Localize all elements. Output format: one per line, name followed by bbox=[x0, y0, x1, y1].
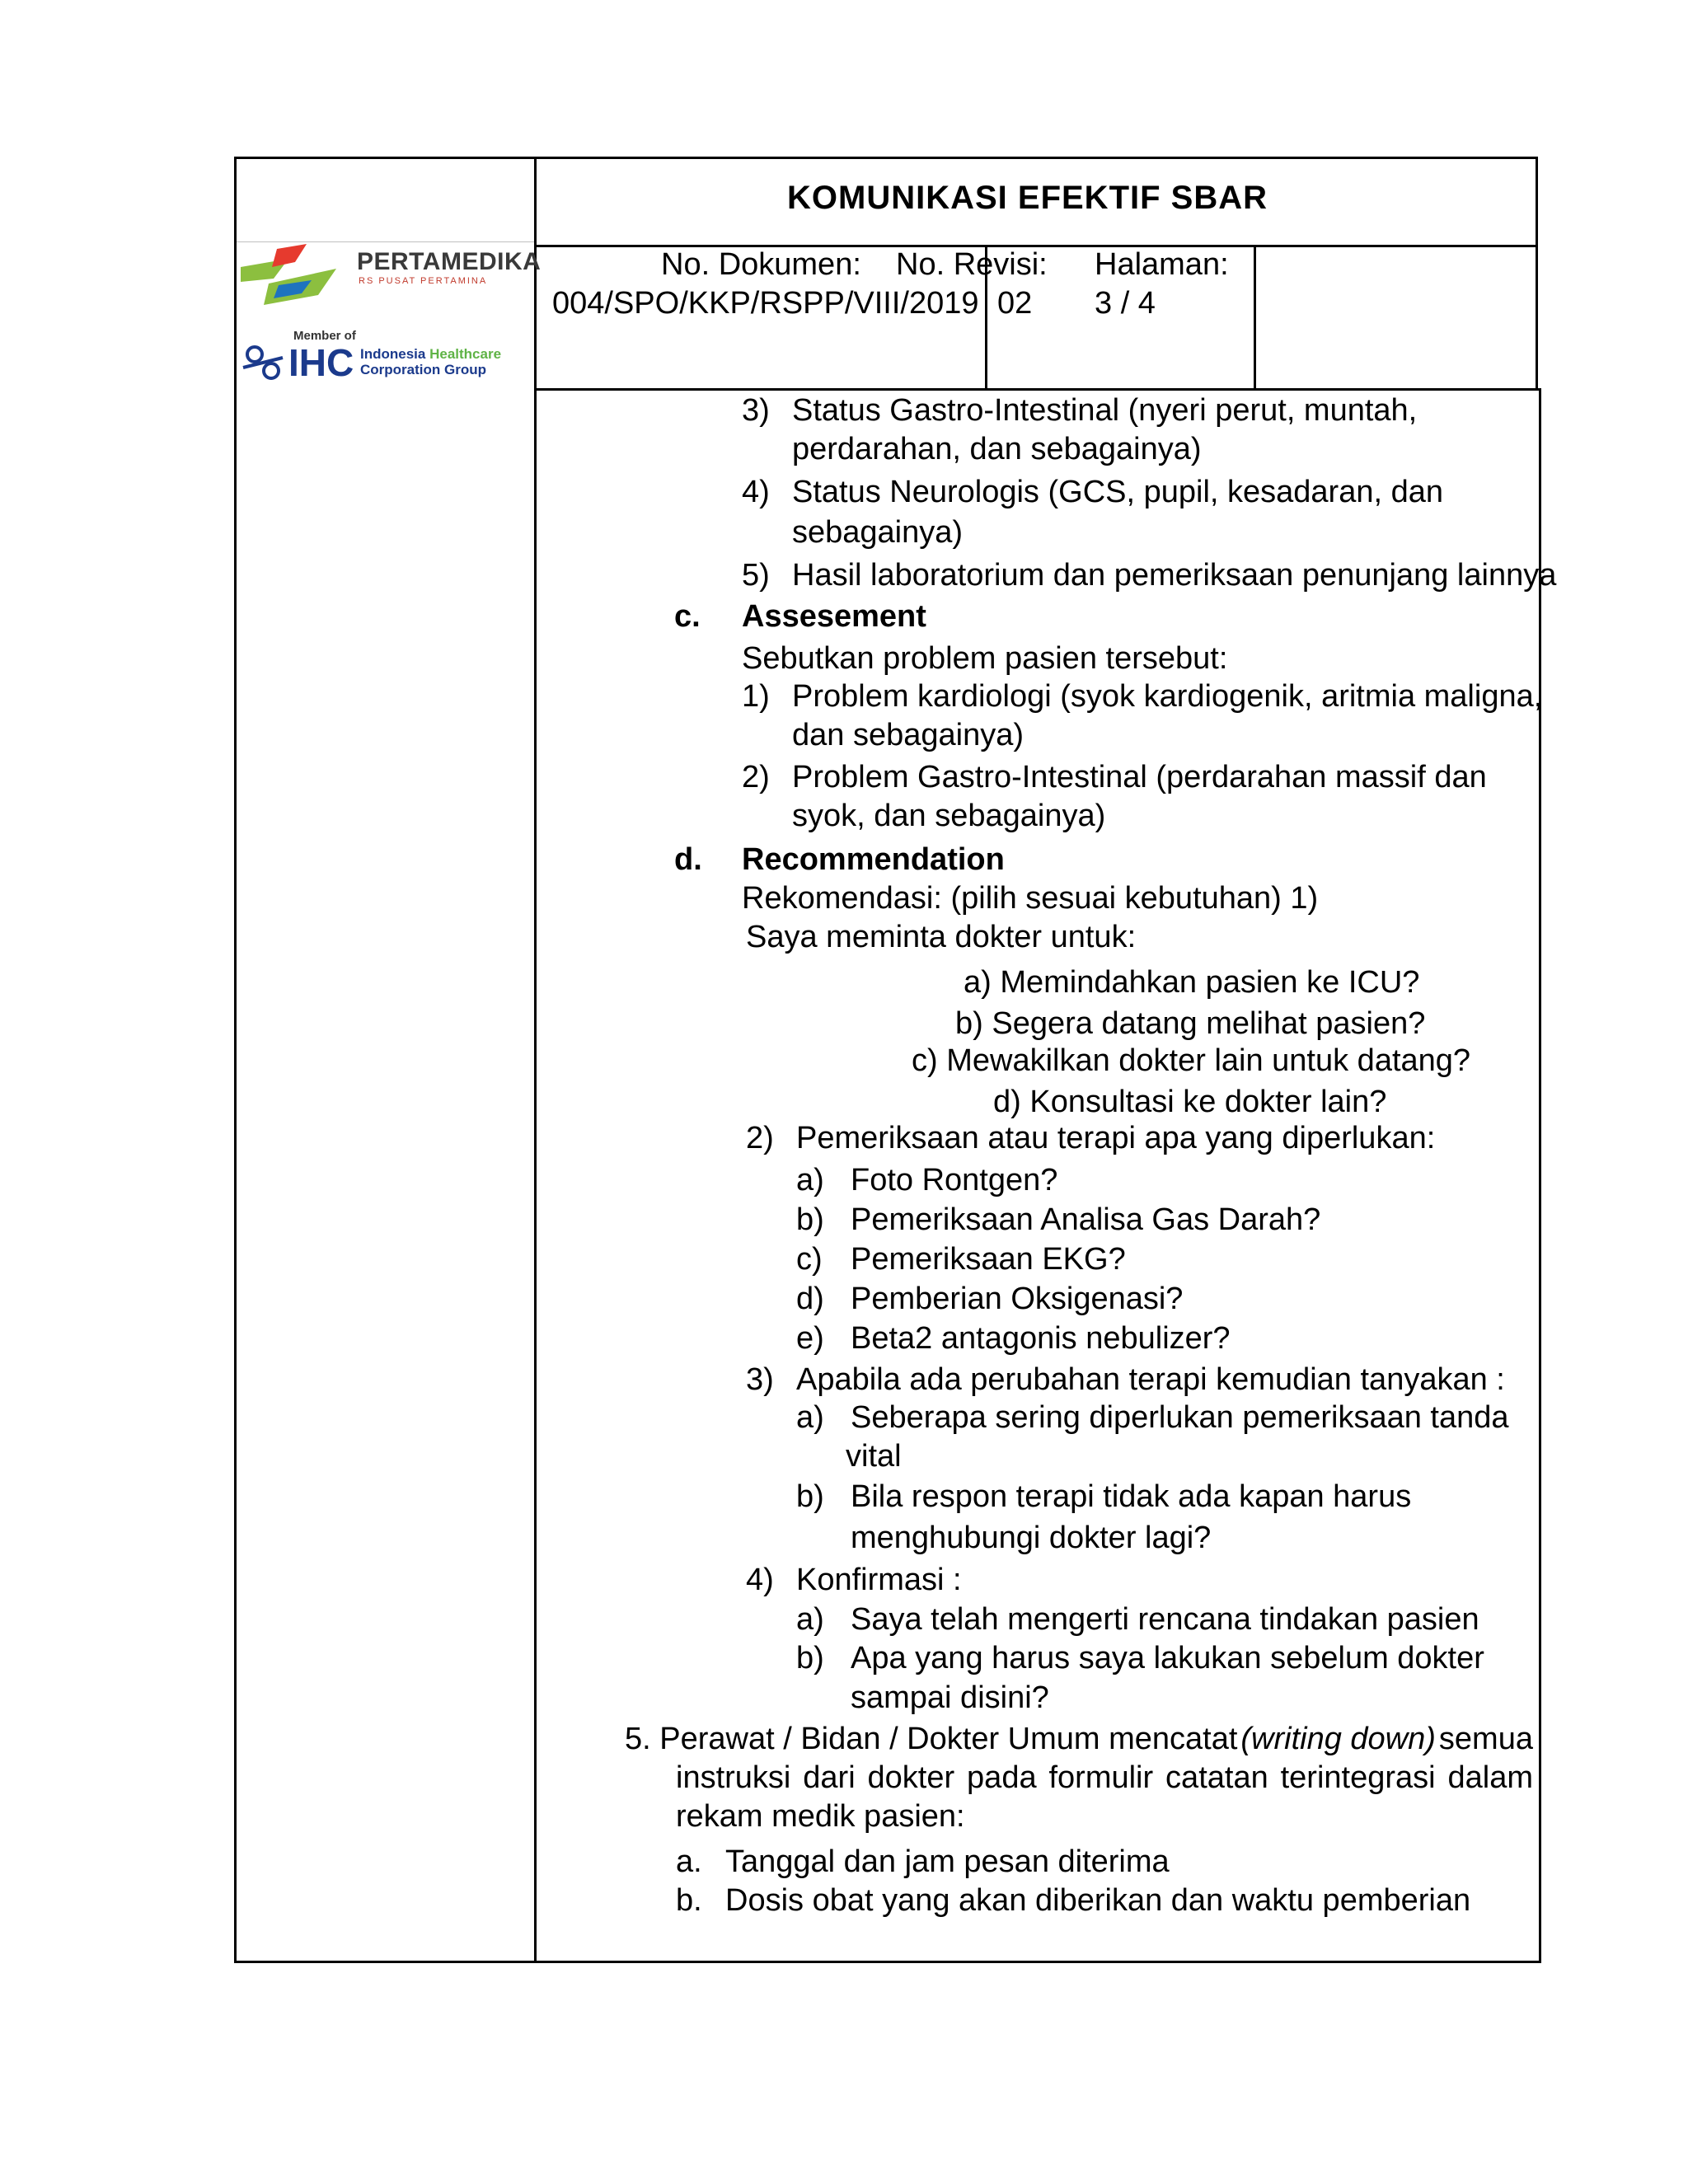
sub-item-text: Bila respon terapi tidak ada kapan harus bbox=[851, 1479, 1412, 1514]
sub-item-text: Pemeriksaan EKG? bbox=[851, 1242, 1126, 1277]
revision-label: No. Revisi: bbox=[896, 247, 1048, 282]
member-of-label: Member of bbox=[293, 329, 356, 343]
list-item-text: Dosis obat yang akan diberikan dan waktu pemberian bbox=[725, 1883, 1471, 1918]
section-letter: c. bbox=[674, 599, 701, 634]
list-item-number: 2) bbox=[746, 1121, 774, 1155]
sub-item-text: Pemberian Oksigenasi? bbox=[851, 1282, 1184, 1316]
list-item-number: 3) bbox=[746, 1362, 774, 1397]
list-item-text: Problem kardiologi (syok kardiogenik, aritmia maligna, bbox=[792, 679, 1543, 714]
list-item-letter: a. bbox=[676, 1844, 702, 1879]
sub-item-text: Seberapa sering diperlukan pemeriksaan tanda bbox=[851, 1400, 1509, 1435]
ihc-tagline-corporation: Corporation Group bbox=[360, 361, 486, 377]
list-item-text: Apabila ada perubahan terapi kemudian tanyakan : bbox=[796, 1362, 1505, 1397]
list-item-text: Konfirmasi : bbox=[796, 1563, 962, 1597]
document-title: KOMUNIKASI EFEKTIF SBAR bbox=[787, 180, 1268, 216]
sub-item-letter: b) bbox=[796, 1479, 824, 1514]
list-item-text: Tanggal dan jam pesan diterima bbox=[725, 1844, 1170, 1879]
page-column-divider bbox=[1254, 245, 1256, 390]
paragraph-text: 5. Perawat / Bidan / Dokter Umum mencatat bbox=[625, 1722, 1238, 1756]
sub-item-text: Saya telah mengerti rencana tindakan pasien bbox=[851, 1602, 1479, 1637]
page-value: 3 / 4 bbox=[1095, 286, 1156, 321]
header-bottom-divider bbox=[534, 388, 1541, 391]
sub-item: b) Segera datang melihat pasien? bbox=[955, 1006, 1426, 1041]
sub-item-letter: e) bbox=[796, 1321, 824, 1356]
frame-left bbox=[234, 157, 237, 1963]
frame-bottom bbox=[234, 1961, 1541, 1963]
revision-value: 02 bbox=[997, 286, 1033, 321]
frame-right-header bbox=[1536, 157, 1538, 390]
section-heading-recommendation: Recommendation bbox=[742, 842, 1005, 877]
sub-item-text: Foto Rontgen? bbox=[851, 1163, 1058, 1197]
sub-item-letter: a) bbox=[796, 1400, 824, 1435]
list-item-text: syok, dan sebagainya) bbox=[792, 799, 1106, 833]
paragraph-emphasis: (writing down) bbox=[1240, 1722, 1436, 1756]
sub-item-text: vital bbox=[846, 1439, 902, 1474]
sub-item: a) Memindahkan pasien ke ICU? bbox=[964, 965, 1420, 1000]
ihc-tagline-healthcare: Healthcare bbox=[429, 346, 502, 362]
list-item-number: 2) bbox=[742, 760, 770, 794]
list-item-number: 4) bbox=[742, 475, 770, 509]
list-item-letter: b. bbox=[676, 1883, 702, 1918]
paragraph-line: instruksi dari dokter pada formulir catatan terintegrasi dalam bbox=[676, 1760, 1533, 1795]
brand-subtitle: RS PUSAT PERTAMINA bbox=[359, 276, 488, 286]
list-item-text: Hasil laboratorium dan pemeriksaan penunjang lainnya bbox=[792, 558, 1557, 593]
brand-name: PERTAMEDIKA bbox=[357, 248, 542, 275]
list-item-text: perdarahan, dan sebagainya) bbox=[792, 432, 1202, 466]
list-item-text: Pemeriksaan atau terapi apa yang diperlukan: bbox=[796, 1121, 1436, 1155]
paragraph-line bbox=[625, 1723, 1533, 1755]
section-intro: Saya meminta dokter untuk: bbox=[746, 920, 1137, 954]
list-item-number: 1) bbox=[742, 679, 770, 714]
sub-item-text: menghubungi dokter lagi? bbox=[851, 1521, 1212, 1555]
sub-item-text: Beta2 antagonis nebulizer? bbox=[851, 1321, 1231, 1356]
ihc-wordmark: IHC bbox=[288, 341, 354, 384]
sub-item-letter: d) bbox=[796, 1282, 824, 1316]
sub-item-text: Apa yang harus saya lakukan sebelum dokter bbox=[851, 1641, 1484, 1675]
logo-column-divider bbox=[534, 157, 537, 1963]
doc-number-value: 004/SPO/KKP/RSPP/VIII/2019 bbox=[552, 286, 979, 321]
frame-top bbox=[234, 157, 1538, 159]
sub-item: d) Konsultasi ke dokter lain? bbox=[993, 1085, 1387, 1119]
list-item-text: Problem Gastro-Intestinal (perdarahan massif dan bbox=[792, 760, 1487, 794]
list-item-number: 4) bbox=[746, 1563, 774, 1597]
list-item-number: 3) bbox=[742, 393, 770, 428]
sub-item-letter: b) bbox=[796, 1641, 824, 1675]
ihc-logo-mark bbox=[241, 340, 286, 386]
list-item-text: sebagainya) bbox=[792, 515, 964, 550]
sub-item-text: sampai disini? bbox=[851, 1680, 1049, 1715]
section-letter: d. bbox=[674, 842, 702, 877]
sub-item-letter: c) bbox=[796, 1242, 823, 1277]
list-item-text: dan sebagainya) bbox=[792, 718, 1024, 752]
ihc-tagline bbox=[360, 347, 501, 377]
sub-item-letter: b) bbox=[796, 1202, 824, 1237]
sub-item-text: Pemeriksaan Analisa Gas Darah? bbox=[851, 1202, 1321, 1237]
doc-number-label: No. Dokumen: bbox=[661, 247, 861, 282]
list-item-number: 5) bbox=[742, 558, 770, 593]
section-heading-assessment: Assesement bbox=[742, 599, 926, 634]
sub-item: c) Mewakilkan dokter lain untuk datang? bbox=[912, 1043, 1471, 1078]
sub-item-letter: a) bbox=[796, 1163, 824, 1197]
page-label: Halaman: bbox=[1095, 247, 1229, 282]
list-item-text: Status Neurologis (GCS, pupil, kesadaran, dan bbox=[792, 475, 1443, 509]
ihc-tagline-indonesia: Indonesia bbox=[360, 346, 426, 362]
section-intro: Sebutkan problem pasien tersebut: bbox=[742, 641, 1228, 676]
section-intro: Rekomendasi: (pilih sesuai kebutuhan) 1) bbox=[742, 881, 1319, 916]
paragraph-text: semua bbox=[1438, 1722, 1533, 1756]
logo-cell-top-divider bbox=[234, 241, 536, 242]
paragraph-line: rekam medik pasien: bbox=[676, 1799, 965, 1834]
sub-item-letter: a) bbox=[796, 1602, 824, 1637]
list-item-text: Status Gastro-Intestinal (nyeri perut, muntah, bbox=[792, 393, 1418, 428]
pertamedika-logo-mark bbox=[241, 244, 340, 310]
frame-right-body bbox=[1539, 389, 1541, 1963]
